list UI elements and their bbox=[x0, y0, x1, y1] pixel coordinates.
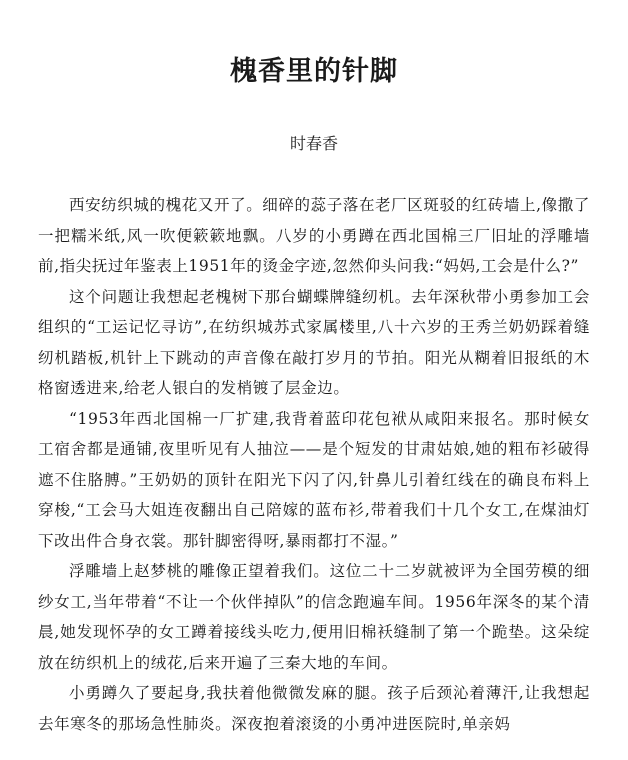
paragraph: 西安纺织城的槐花又开了。细碎的蕊子落在老厂区斑驳的红砖墙上,像撒了一把糯米纸,风一吹便簌簌地飘。八岁的小勇蹲在西北国棉三厂旧址的浮雕墙前,指尖抚过年鉴表上1951年的烫金字迹,忽然仰头问我:“妈妈,工会是什么?” bbox=[38, 196, 590, 275]
article-author: 时春香 bbox=[289, 134, 338, 153]
paragraph: 这个问题让我想起老槐树下那台蝴蝶牌缝纫机。去年深秋带小勇参加工会组织的“工运记忆寻访”,在纺织城苏式家属楼里,八十六岁的王秀兰奶奶踩着缝纫机踏板,机针上下跳动的声音像在敲打岁月的节拍。阳光从糊着旧报纸的木格窗透进来,给老人银白的发梢镀了层金边。 bbox=[38, 287, 590, 397]
article-body bbox=[38, 190, 590, 739]
paragraph: 小勇蹲久了要起身,我扶着他微微发麻的腿。孩子后颈沁着薄汗,让我想起去年寒冬的那场急性肺炎。深夜抱着滚烫的小勇冲进医院时,单亲妈 bbox=[38, 684, 590, 733]
paragraph: “1953年西北国棉一厂扩建,我背着蓝印花包袱从咸阳来报名。那时候女工宿舍都是通铺,夜里听见有人抽泣——是个短发的甘肃姑娘,她的粗布衫破得遮不住胳膊。”王奶奶的顶针在阳光下闪了闪,针鼻儿引着红线在的确良布料上穿梭,“工会马大姐连夜翻出自己陪嫁的蓝布衫,带着我们十几个女工,在煤油灯下改出件合身衣裳。那针脚密得呀,暴雨都打不湿。” bbox=[38, 409, 590, 550]
article-title: 槐香里的针脚 bbox=[230, 56, 398, 87]
paragraph: 浮雕墙上赵梦桃的雕像正望着我们。这位二十二岁就被评为全国劳模的细纱女工,当年带着“不让一个伙伴掉队”的信念跑遍车间。1956年深冬的某个清晨,她发现怀孕的女工蹲着接线头吃力,便用旧棉袄缝制了第一个跪垫。这朵绽放在纺织机上的绒花,后来开遍了三秦大地的车间。 bbox=[38, 562, 590, 672]
